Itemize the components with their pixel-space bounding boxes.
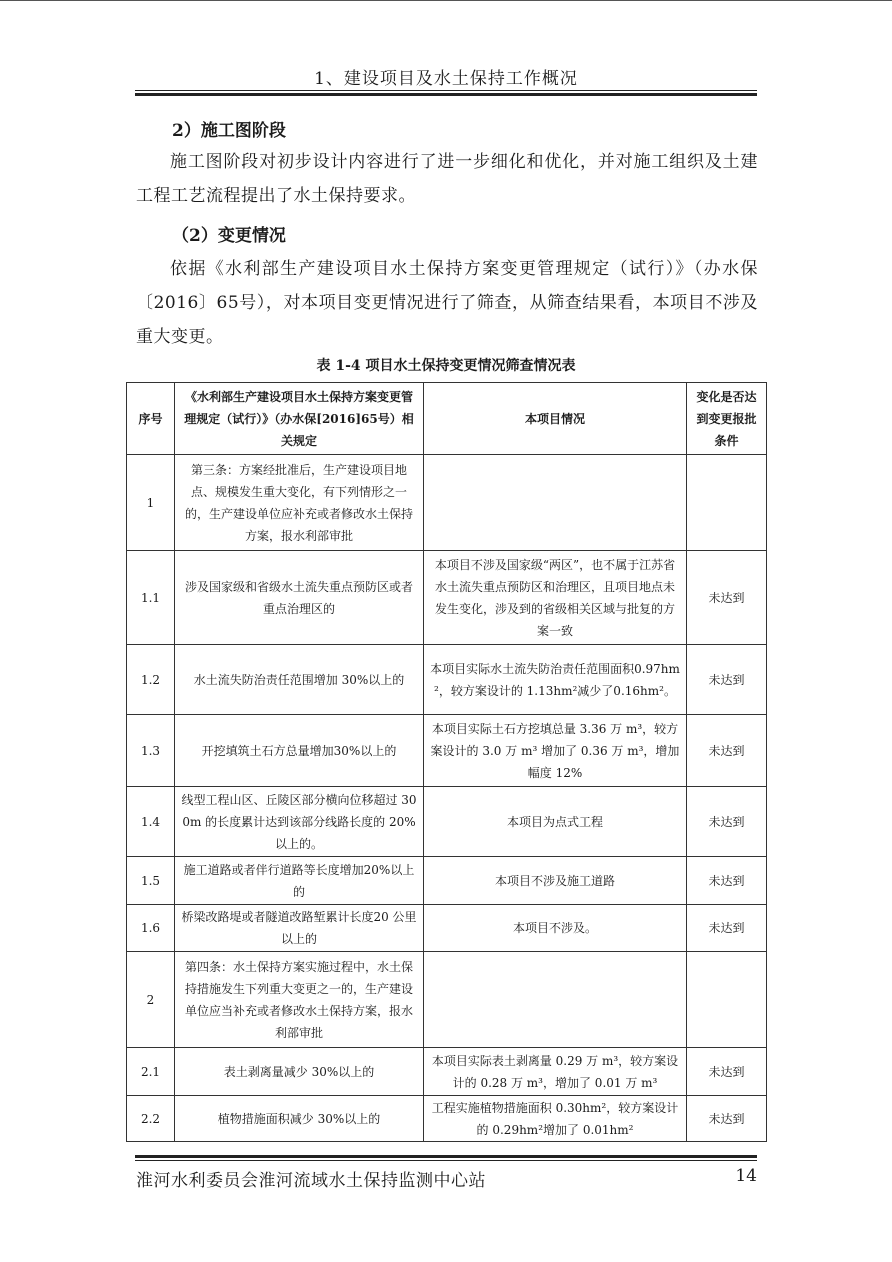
- table-row: [127, 551, 767, 645]
- table-caption: 表 1-4 项目水土保持变更情况筛查情况表: [316, 358, 576, 374]
- cell-no: 1.4: [127, 787, 175, 857]
- table-row: [127, 787, 767, 857]
- header-result: 变化是否达到变更报批条件: [687, 383, 767, 455]
- cell-result: 未达到: [687, 715, 767, 787]
- page-top-border: [0, 0, 892, 1]
- cell-situation: 本项目不涉及国家级“两区”，也不属于江苏省水土流失重点预防区和治理区，且项目地点未发生变化，涉及到的省级相关区域与批复的方案一致: [424, 551, 687, 645]
- table-row: [127, 857, 767, 905]
- table-row: [127, 1096, 767, 1142]
- footer-rule-thick: [135, 1155, 757, 1158]
- cell-situation: 本项目为点式工程: [424, 787, 687, 857]
- cell-rule: 第四条：水土保持方案实施过程中，水土保持措施发生下列重大变更之一的，生产建设单位应当补充或者修改水土保持方案，报水利部审批: [175, 952, 424, 1048]
- heading-construction-drawing-stage: 2）施工图阶段: [172, 121, 286, 141]
- cell-no: 1.3: [127, 715, 175, 787]
- table-row: [127, 1048, 767, 1096]
- header-situation: 本项目情况: [424, 383, 687, 455]
- paragraph-construction-drawing: 施工图阶段对初步设计内容进行了进一步细化和优化，并对施工组织及土建工程工艺流程提出了水土保持要求。: [136, 152, 758, 206]
- header-rule: 《水利部生产建设项目水土保持方案变更管理规定（试行）》（办水保[2016]65号）相关规定: [175, 383, 424, 455]
- cell-result: 未达到: [687, 551, 767, 645]
- cell-no: 2: [127, 952, 175, 1048]
- cell-situation: 本项目实际表土剥离量 0.29 万 m³，较方案设计的 0.28 万 m³，增加了 0.01 万 m³: [424, 1048, 687, 1096]
- table-row: [127, 905, 767, 952]
- table-row: [127, 952, 767, 1048]
- cell-situation: 工程实施植物措施面积 0.30hm²，较方案设计的 0.29hm²增加了 0.01hm²: [424, 1096, 687, 1142]
- cell-no: 2.2: [127, 1096, 175, 1142]
- cell-situation: 本项目不涉及。: [424, 905, 687, 952]
- cell-rule: 施工道路或者伴行道路等长度增加20%以上的: [175, 857, 424, 905]
- cell-no: 1.2: [127, 645, 175, 715]
- cell-result: [687, 455, 767, 551]
- table-header-row: [127, 383, 767, 455]
- cell-result: 未达到: [687, 787, 767, 857]
- header-no: 序号: [127, 383, 175, 455]
- footer-rule-thin: [135, 1160, 757, 1161]
- header-rule-thick: [135, 93, 757, 96]
- running-header: 1、建设项目及水土保持工作概况: [314, 69, 578, 89]
- cell-rule: 水土流失防治责任范围增加 30%以上的: [175, 645, 424, 715]
- cell-no: 2.1: [127, 1048, 175, 1096]
- cell-rule: 开挖填筑土石方总量增加30%以上的: [175, 715, 424, 787]
- heading-changes: （2）变更情况: [172, 226, 286, 246]
- cell-no: 1: [127, 455, 175, 551]
- table-row: [127, 645, 767, 715]
- cell-result: 未达到: [687, 645, 767, 715]
- cell-situation: 本项目实际水土流失防治责任范围面积0.97hm²，较方案设计的 1.13hm²减少了0.16hm²。: [424, 645, 687, 715]
- cell-rule: 表土剥离量减少 30%以上的: [175, 1048, 424, 1096]
- page-number: 14: [735, 1166, 757, 1186]
- cell-situation: 本项目不涉及施工道路: [424, 857, 687, 905]
- change-screening-table: [126, 382, 767, 1142]
- cell-no: 1.1: [127, 551, 175, 645]
- paragraph-changes: 依据《水利部生产建设项目水土保持方案变更管理规定（试行）》（办水保〔2016〕65号），对本项目变更情况进行了筛查，从筛查结果看，本项目不涉及重大变更。: [136, 259, 758, 347]
- cell-result: 未达到: [687, 857, 767, 905]
- cell-no: 1.5: [127, 857, 175, 905]
- cell-situation: [424, 952, 687, 1048]
- cell-no: 1.6: [127, 905, 175, 952]
- cell-result: [687, 952, 767, 1048]
- cell-situation: 本项目实际土石方挖填总量 3.36 万 m³，较方案设计的 3.0 万 m³ 增加了 0.36 万 m³，增加幅度 12%: [424, 715, 687, 787]
- footer-organization: 淮河水利委员会淮河流域水土保持监测中心站: [136, 1171, 486, 1191]
- table-row: [127, 455, 767, 551]
- cell-result: 未达到: [687, 1096, 767, 1142]
- cell-rule: 第三条：方案经批准后，生产建设项目地点、规模发生重大变化，有下列情形之一的，生产建设单位应补充或者修改水土保持方案，报水利部审批: [175, 455, 424, 551]
- cell-rule: 桥梁改路堤或者隧道改路堑累计长度20 公里以上的: [175, 905, 424, 952]
- cell-rule: 涉及国家级和省级水土流失重点预防区或者重点治理区的: [175, 551, 424, 645]
- header-rule-thin: [135, 90, 757, 91]
- cell-rule: 线型工程山区、丘陵区部分横向位移超过 300m 的长度累计达到该部分线路长度的 20%以上的。: [175, 787, 424, 857]
- table-row: [127, 715, 767, 787]
- cell-result: 未达到: [687, 1048, 767, 1096]
- cell-situation: [424, 455, 687, 551]
- cell-rule: 植物措施面积减少 30%以上的: [175, 1096, 424, 1142]
- cell-result: 未达到: [687, 905, 767, 952]
